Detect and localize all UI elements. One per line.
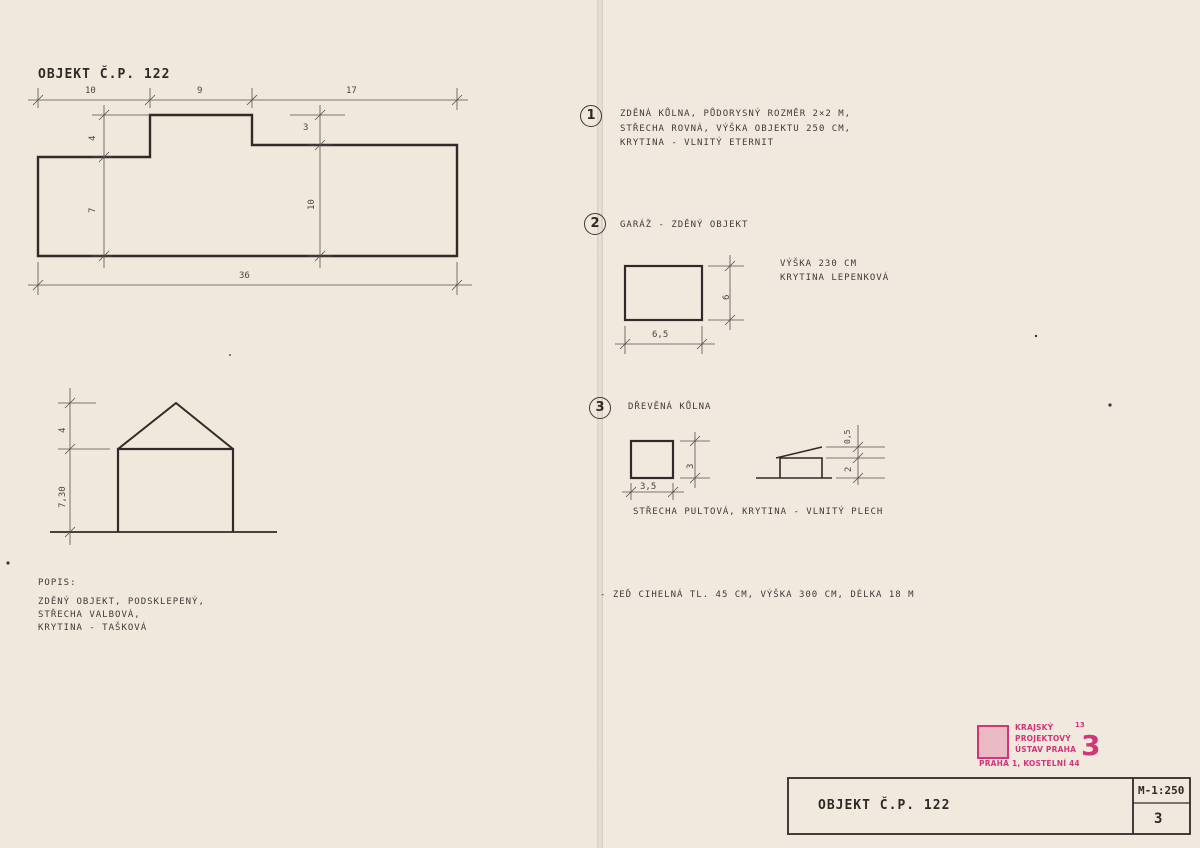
- dim-wall: 7,30: [58, 486, 68, 508]
- shed-dim-bottom: 3,5: [640, 482, 657, 492]
- description-line-3: KRYTINA - TAŠKOVÁ: [38, 623, 148, 633]
- stamp-line-1: KRAJSKÝ: [1015, 723, 1054, 732]
- item-1-line-1: ZDĚNÁ KŮLNA, PŮDORYSNÝ ROZMĚR 2×2 M,: [620, 109, 852, 119]
- dim-roof: 4: [58, 427, 68, 433]
- stamp-line-4: PRAHA 1, KOSTELNÍ 44: [979, 759, 1080, 768]
- institution-stamp: [977, 723, 1107, 773]
- stamp-logo: [977, 725, 1009, 759]
- stamp-number: 3: [1081, 729, 1101, 762]
- title-block-scale: M-1:250: [1138, 784, 1185, 797]
- dim-top-b: 9: [197, 86, 203, 96]
- item-2-number: 2: [584, 213, 606, 235]
- stamp-line-3: ÚSTAV PRAHA: [1015, 745, 1077, 754]
- shed-dim-wall: 2: [844, 466, 854, 472]
- garage-dim-bottom: 6,5: [652, 330, 669, 340]
- shed-roof: [776, 447, 822, 458]
- title-block-name: OBJEKT Č.P. 122: [818, 798, 951, 813]
- item-2-roofing: KRYTINA LEPENKOVÁ: [780, 273, 890, 283]
- dim-bottom: 36: [239, 271, 250, 281]
- item-3-note: STŘECHA PULTOVÁ, KRYTINA - VLNITÝ PLECH: [633, 507, 884, 517]
- item-1-line-2: STŘECHA ROVNÁ, VÝŠKA OBJEKTU 250 CM,: [620, 124, 852, 134]
- dim-left-notch: 4: [88, 135, 98, 141]
- left-title: OBJEKT Č.P. 122: [38, 67, 171, 82]
- garage-plan: [625, 266, 702, 320]
- title-block-sheet: 3: [1154, 811, 1164, 827]
- item-3-title: DŘEVĚNÁ KŮLNA: [628, 402, 712, 412]
- description-line-1: ZDĚNÝ OBJEKT, PODSKLEPENÝ,: [38, 597, 205, 607]
- description-line-2: STŘECHA VALBOVÁ,: [38, 610, 141, 620]
- wall-note: - ZEĎ CIHELNÁ TL. 45 CM, VÝŠKA 300 CM, DÉLKA 18 M: [600, 590, 915, 600]
- item-2-height: VÝŠKA 230 CM: [780, 259, 858, 269]
- dim-top-c: 17: [346, 86, 357, 96]
- dim-mid-height: 10: [307, 199, 317, 210]
- stamp-small-number: 13: [1075, 721, 1085, 729]
- item-3-number: 3: [589, 397, 611, 419]
- dim-right-notch: 3: [303, 123, 309, 133]
- floor-plan-outline: [38, 115, 457, 256]
- item-1-number: 1: [580, 105, 602, 127]
- dim-top-a: 10: [85, 86, 96, 96]
- shed-elevation: [780, 458, 822, 478]
- shed-plan: [631, 441, 673, 478]
- dim-left-height: 7: [88, 207, 98, 213]
- item-1-line-3: KRYTINA - VLNITÝ ETERNIT: [620, 138, 775, 148]
- garage-dim-side: 6: [722, 294, 732, 300]
- stamp-line-2: PROJEKTOVÝ: [1015, 734, 1071, 743]
- shed-dim-roof: 0,5: [843, 429, 852, 444]
- item-2-title: GARÁŽ - ZDĚNÝ OBJEKT: [620, 220, 749, 230]
- shed-dim-side: 3: [686, 463, 696, 469]
- house-roof: [118, 403, 233, 449]
- description-heading: POPIS:: [38, 578, 77, 588]
- house-walls: [118, 449, 233, 532]
